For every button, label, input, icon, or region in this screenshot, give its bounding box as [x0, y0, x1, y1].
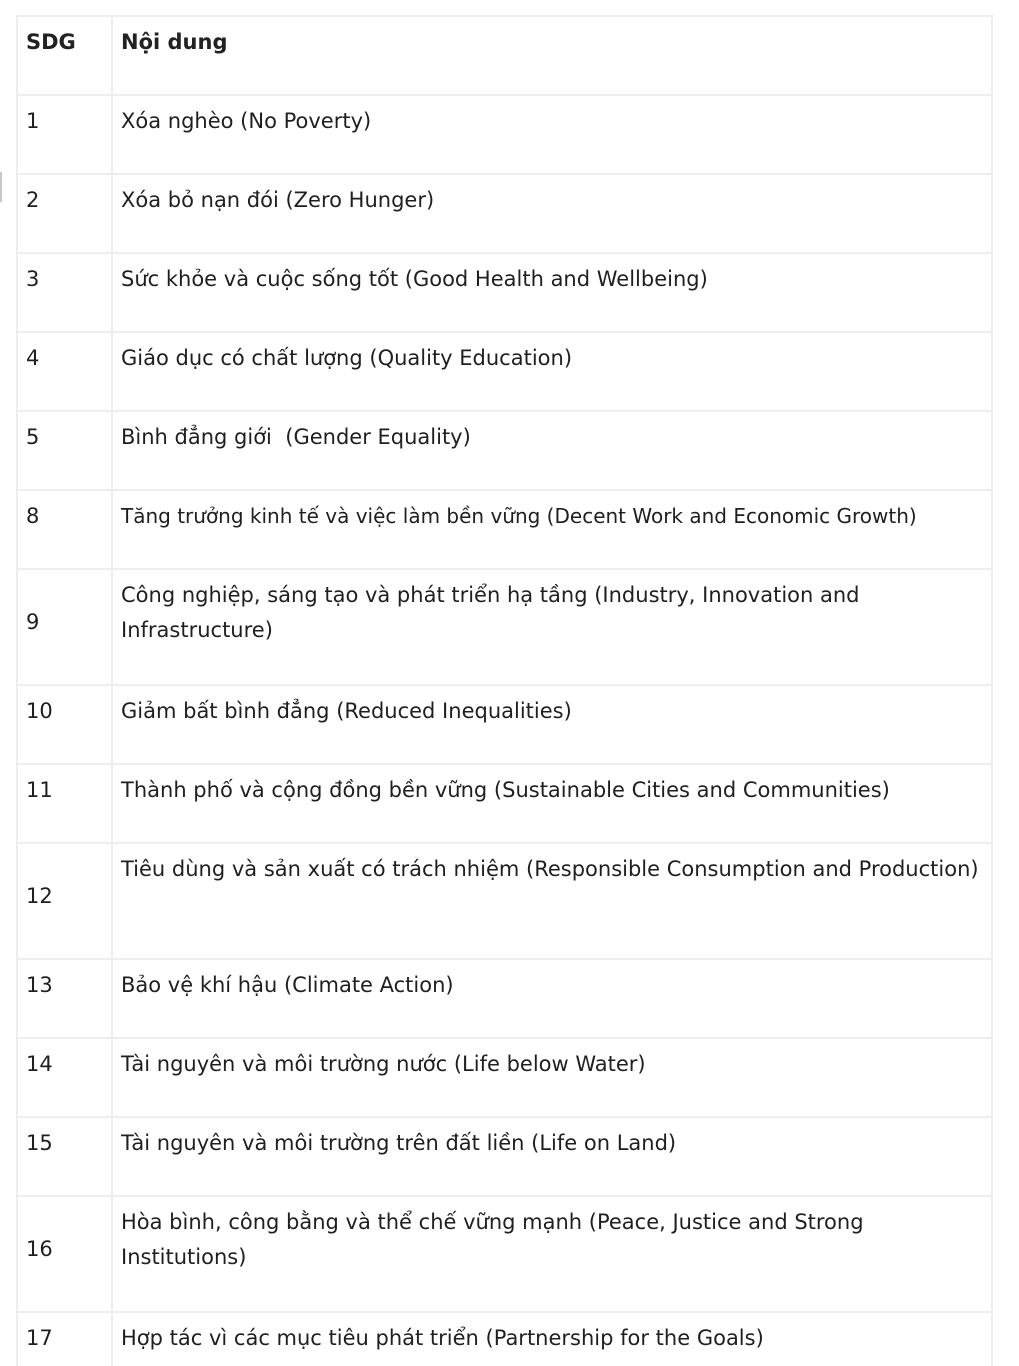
table-row	[17, 1196, 992, 1312]
table-row	[17, 1038, 992, 1117]
sdg-content: Hợp tác vì các mục tiêu phát triển (Partnership for the Goals)	[112, 1312, 992, 1366]
sdg-content: Bình đẳng giới (Gender Equality)	[112, 411, 992, 490]
sdg-number: 16	[17, 1196, 112, 1312]
table-row	[17, 490, 992, 569]
table-row	[17, 1312, 992, 1366]
table-row	[17, 253, 992, 332]
table-row	[17, 685, 992, 764]
column-header-content: Nội dung	[112, 16, 992, 95]
sdg-content: Hòa bình, công bằng và thể chế vững mạnh (Peace, Justice and Strong Institutions)	[112, 1196, 992, 1312]
sdg-number: 5	[17, 411, 112, 490]
sdg-number: 14	[17, 1038, 112, 1117]
sdg-number: 1	[17, 95, 112, 174]
sdg-content: Giáo dục có chất lượng (Quality Education)	[112, 332, 992, 411]
sdg-content: Công nghiệp, sáng tạo và phát triển hạ tầng (Industry, Innovation and Infrastructure)	[112, 569, 992, 685]
table-row	[17, 569, 992, 685]
table-row	[17, 332, 992, 411]
sdg-content: Giảm bất bình đẳng (Reduced Inequalities)	[112, 685, 992, 764]
table-row	[17, 1117, 992, 1196]
sdg-number: 15	[17, 1117, 112, 1196]
sdg-number: 8	[17, 490, 112, 569]
table-row	[17, 411, 992, 490]
table-header-row	[17, 16, 992, 95]
sdg-number: 17	[17, 1312, 112, 1366]
sdg-content: Tài nguyên và môi trường nước (Life below Water)	[112, 1038, 992, 1117]
sdg-content: Sức khỏe và cuộc sống tốt (Good Health and Wellbeing)	[112, 253, 992, 332]
sdg-number: 4	[17, 332, 112, 411]
sdg-number: 13	[17, 959, 112, 1038]
sdg-content: Tăng trưởng kinh tế và việc làm bền vững (Decent Work and Economic Growth)	[112, 490, 992, 569]
sdg-number: 12	[17, 843, 112, 959]
scroll-edge-marker	[0, 172, 2, 202]
table-row	[17, 95, 992, 174]
table-row	[17, 764, 992, 843]
sdg-content: Bảo vệ khí hậu (Climate Action)	[112, 959, 992, 1038]
table-row	[17, 959, 992, 1038]
sdg-content: Tài nguyên và môi trường trên đất liền (Life on Land)	[112, 1117, 992, 1196]
sdg-number: 11	[17, 764, 112, 843]
sdg-content: Xóa bỏ nạn đói (Zero Hunger)	[112, 174, 992, 253]
sdg-content: Thành phố và cộng đồng bền vững (Sustainable Cities and Communities)	[112, 764, 992, 843]
sdg-number: 10	[17, 685, 112, 764]
table-row	[17, 174, 992, 253]
sdg-number: 9	[17, 569, 112, 685]
sdg-table	[16, 15, 993, 1366]
sdg-content: Tiêu dùng và sản xuất có trách nhiệm (Responsible Consumption and Production)	[112, 843, 992, 959]
column-header-sdg: SDG	[17, 16, 112, 95]
sdg-number: 3	[17, 253, 112, 332]
sdg-content: Xóa nghèo (No Poverty)	[112, 95, 992, 174]
table-row	[17, 843, 992, 959]
sdg-number: 2	[17, 174, 112, 253]
